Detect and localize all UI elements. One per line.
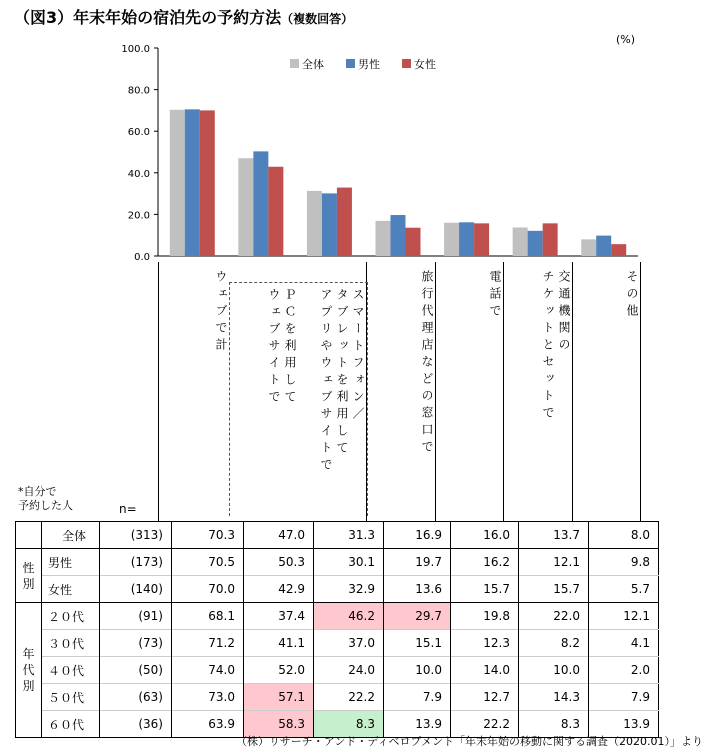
table-cell: 16.0 <box>451 522 519 549</box>
legend-label: 全体 <box>302 58 324 71</box>
table-row <box>16 603 659 630</box>
column-header: 交通機関の チケットとセットで <box>541 270 571 423</box>
bar-all <box>513 228 528 256</box>
table-row <box>16 630 659 657</box>
group-label-age: 年 代 別 <box>16 603 42 738</box>
table-cell: 7.9 <box>384 684 451 711</box>
table-cell: 70.5 <box>172 549 244 576</box>
y-tick-label: 100.0 <box>121 44 150 55</box>
bar-all <box>581 239 596 256</box>
table-cell: 13.7 <box>519 522 589 549</box>
legend-swatch <box>346 59 355 68</box>
row-label: 男性 <box>42 549 100 576</box>
column-header: ウェブで計 <box>214 270 228 355</box>
table-cell: 2.0 <box>589 657 659 684</box>
table-row <box>16 657 659 684</box>
table-cell: 70.0 <box>172 576 244 603</box>
row-n: (313) <box>100 522 172 549</box>
unit-label: (%) <box>616 33 636 46</box>
table-cell: 4.1 <box>589 630 659 657</box>
table-cell: 10.0 <box>384 657 451 684</box>
table-cell: 16.2 <box>451 549 519 576</box>
legend-swatch <box>402 59 411 68</box>
column-header: その他 <box>625 270 639 321</box>
table-cell: 29.7 <box>384 603 451 630</box>
bar-all <box>444 223 459 256</box>
row-label: 全体 <box>42 522 100 549</box>
bar-female <box>474 223 489 256</box>
table-cell: 22.2 <box>314 684 384 711</box>
chart-subtitle: （複数回答） <box>281 12 354 26</box>
table-cell: 71.2 <box>172 630 244 657</box>
bar-male <box>596 236 611 256</box>
legend-swatch <box>290 59 299 68</box>
table-cell: 7.9 <box>589 684 659 711</box>
bar-male <box>459 222 474 256</box>
row-label: ５０代 <box>42 684 100 711</box>
table-cell: 57.1 <box>244 684 314 711</box>
row-label: ３０代 <box>42 630 100 657</box>
bar-female <box>543 223 558 256</box>
bar-male <box>528 231 543 256</box>
table-cell: 12.1 <box>519 549 589 576</box>
table-cell: 8.2 <box>519 630 589 657</box>
table-cell: 68.1 <box>172 603 244 630</box>
table-cell: 15.7 <box>451 576 519 603</box>
table-cell: 13.6 <box>384 576 451 603</box>
row-n: (140) <box>100 576 172 603</box>
table-cell: 14.3 <box>519 684 589 711</box>
row-label: ６０代 <box>42 711 100 738</box>
table-cell: 31.3 <box>314 522 384 549</box>
table-cell: 46.2 <box>314 603 384 630</box>
bar-all <box>238 158 253 256</box>
table-cell: 74.0 <box>172 657 244 684</box>
y-tick-label: 20.0 <box>127 210 150 222</box>
row-label: ４０代 <box>42 657 100 684</box>
bar-female <box>611 244 626 256</box>
bar-female <box>268 167 283 256</box>
data-table <box>15 521 659 738</box>
table-cell: 15.7 <box>519 576 589 603</box>
table-cell: 19.7 <box>384 549 451 576</box>
table-cell: 37.0 <box>314 630 384 657</box>
bar-all <box>170 110 185 256</box>
table-cell: 37.4 <box>244 603 314 630</box>
group-label-gender: 性 別 <box>16 549 42 603</box>
table-cell: 10.0 <box>519 657 589 684</box>
table-row <box>16 522 659 549</box>
table-cell: 41.1 <box>244 630 314 657</box>
row-n: (63) <box>100 684 172 711</box>
column-header: ＰＣを利用して ウェブサイトで <box>267 288 297 407</box>
table-cell: 22.2 <box>451 711 519 738</box>
table-cell: 14.0 <box>451 657 519 684</box>
group-cell <box>16 522 42 549</box>
table-cell: 58.3 <box>244 711 314 738</box>
header-separator <box>503 262 504 522</box>
row-n: (50) <box>100 657 172 684</box>
header-separator <box>572 262 573 522</box>
table-row <box>16 684 659 711</box>
table-cell: 22.0 <box>519 603 589 630</box>
column-header: スマートフォン／ タブレットを利用して アプリやウェブサイトで <box>319 288 365 475</box>
table-cell: 63.9 <box>172 711 244 738</box>
table-cell: 15.1 <box>384 630 451 657</box>
table-cell: 12.1 <box>589 603 659 630</box>
table-cell: 32.9 <box>314 576 384 603</box>
row-n: (36) <box>100 711 172 738</box>
row-n: (73) <box>100 630 172 657</box>
header-separator <box>158 262 159 522</box>
legend-label: 女性 <box>414 58 436 71</box>
table-cell: 12.7 <box>451 684 519 711</box>
table-cell: 8.3 <box>314 711 384 738</box>
bar-male <box>322 193 337 256</box>
table-cell: 9.8 <box>589 549 659 576</box>
table-cell: 5.7 <box>589 576 659 603</box>
table-cell: 50.3 <box>244 549 314 576</box>
table-cell: 24.0 <box>314 657 384 684</box>
bar-female <box>200 110 215 256</box>
row-label: ２０代 <box>42 603 100 630</box>
bar-male <box>253 151 268 256</box>
table-cell: 73.0 <box>172 684 244 711</box>
web-subgroup-bracket <box>229 282 368 516</box>
chart-title: （図3）年末年始の宿泊先の予約方法（複数回答） <box>14 8 354 27</box>
table-row <box>16 576 659 603</box>
header-separator <box>640 262 641 522</box>
bar-male <box>391 215 406 256</box>
source-note: （株）リサーチ・アンド・ディベロプメント「年末年始の移動に関する調査（2020.01）」より <box>236 735 703 748</box>
bar-female <box>406 228 421 256</box>
n-label: n= <box>119 502 137 516</box>
table-cell: 47.0 <box>244 522 314 549</box>
self-booked-note: *自分で 予約した人 <box>18 485 73 512</box>
table-cell: 70.3 <box>172 522 244 549</box>
y-tick-label: 0.0 <box>134 252 150 263</box>
column-header: 電話で <box>488 270 502 321</box>
table-cell: 13.9 <box>589 711 659 738</box>
table-cell: 52.0 <box>244 657 314 684</box>
bar-female <box>337 188 352 256</box>
header-separator <box>435 262 436 522</box>
row-n: (173) <box>100 549 172 576</box>
y-tick-label: 60.0 <box>127 127 150 139</box>
bar-all <box>376 221 391 256</box>
bar-male <box>185 109 200 256</box>
bar-chart <box>0 0 655 270</box>
table-cell: 13.9 <box>384 711 451 738</box>
table-row <box>16 549 659 576</box>
row-label: 女性 <box>42 576 100 603</box>
row-n: (91) <box>100 603 172 630</box>
y-tick-label: 80.0 <box>127 85 150 97</box>
bar-all <box>307 191 322 256</box>
table-cell: 8.3 <box>519 711 589 738</box>
table-cell: 19.8 <box>451 603 519 630</box>
y-tick-label: 40.0 <box>127 168 150 180</box>
legend-label: 男性 <box>358 58 380 71</box>
table-cell: 30.1 <box>314 549 384 576</box>
table-cell: 8.0 <box>589 522 659 549</box>
table-cell: 16.9 <box>384 522 451 549</box>
table-cell: 12.3 <box>451 630 519 657</box>
column-header: 旅行代理店などの窓口で <box>420 270 434 457</box>
table-cell: 42.9 <box>244 576 314 603</box>
